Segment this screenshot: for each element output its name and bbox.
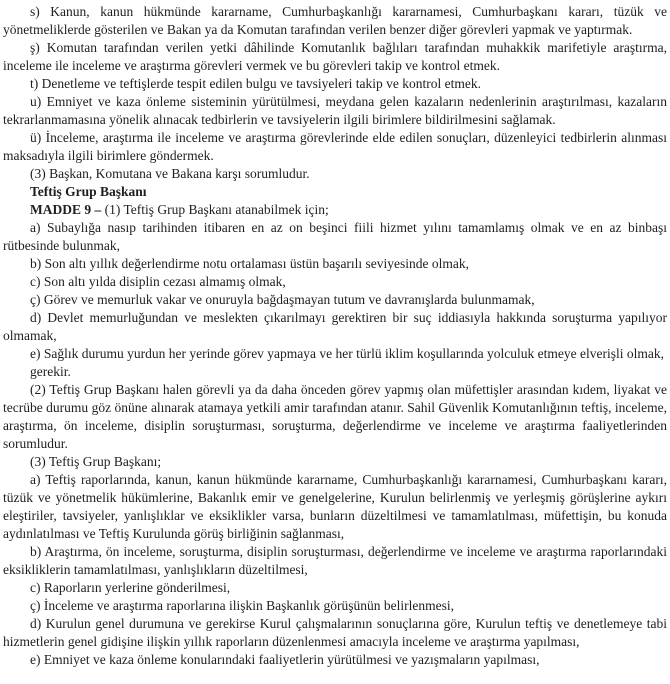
paragraph [3, 363, 667, 381]
paragraph-text: a) Subaylığa nasıp tarihinden itibaren en az on beşinci fiili hizmet yılını tamamlamış olmak ve en az binbaşı rütbesinde bulunmak, [3, 220, 667, 253]
paragraph-text: ş) Komutan tarafından verilen yetki dâhilinde Komutanlık bağlıları tarafından muhakkik marifetiyle araştırma, inceleme ile inceleme ve araştırma görevleri vermek ve bu görevleri takip ve kontrol etmek. [3, 40, 667, 73]
paragraph [3, 165, 667, 183]
paragraph-text: c) Raporların yerlerine gönderilmesi, [30, 580, 231, 595]
paragraph-text: c) Son altı yılda disiplin cezası almamış olmak, [30, 274, 286, 289]
paragraph-text: (3) Teftiş Grup Başkanı; [30, 454, 162, 469]
paragraph [3, 3, 667, 39]
paragraph [3, 597, 667, 615]
paragraph [3, 219, 667, 255]
paragraph [3, 75, 667, 93]
paragraph [3, 471, 667, 543]
paragraph [3, 93, 667, 129]
paragraph-text: ü) İnceleme, araştırma ile inceleme ve araştırma görevlerinde elde edilen sonuçları, düzenleyici tedbirlerin alınması maksadıyla ilgili birimlere göndermek. [3, 130, 667, 163]
paragraph-text: u) Emniyet ve kaza önleme sisteminin yürütülmesi, meydana gelen kazaların nedenlerinin araştırılması, kazaların tekrarlanmamasına yönelik alınacak tedbirlerin ve tavsiyelerin ilgili birimlere bildirilmesini sağlamak. [3, 94, 667, 127]
paragraph-text: s) Kanun, kanun hükmünde kararname, Cumhurbaşkanlığı kararnamesi, Cumhurbaşkanı kararı, tüzük ve yönetmeliklerde gösterilen ve Bakan ya da Komutan tarafından verilen benzer diğer görevleri yapmak ve yaptırmak. [3, 4, 667, 37]
paragraph-text: b) Son altı yıllık değerlendirme notu ortalaması üstün başarılı seviyesinde olmak, [30, 256, 470, 271]
paragraph [3, 291, 667, 309]
paragraph [3, 543, 667, 579]
paragraph [3, 39, 667, 75]
paragraph-bold-prefix: Teftiş Grup Başkanı [30, 184, 147, 199]
paragraph [3, 183, 667, 201]
paragraph [3, 201, 667, 219]
paragraph-text: ç) İnceleme ve araştırma raporlarına ilişkin Başkanlık görüşünün belirlenmesi, [30, 598, 454, 613]
paragraph [3, 651, 667, 669]
paragraph-text: t) Denetleme ve teftişlerde tespit edilen bulgu ve tavsiyeleri takip ve kontrol etmek. [30, 76, 481, 91]
paragraph [3, 453, 667, 471]
paragraph [3, 615, 667, 651]
paragraph [3, 381, 667, 453]
paragraph-text: (1) Teftiş Grup Başkanı atanabilmek için; [101, 202, 329, 217]
paragraph-text: (3) Başkan, Komutana ve Bakana karşı sorumludur. [30, 166, 310, 181]
paragraph-text: b) Araştırma, ön inceleme, soruşturma, disiplin soruşturması, değerlendirme ve inceleme ve araştırma raporlarındaki eksikliklerin tamamlatılması, yanlışlıkların düzeltilmesi, [3, 544, 667, 577]
paragraph [3, 255, 667, 273]
paragraph [3, 579, 667, 597]
paragraph-text: e) Emniyet ve kaza önleme konularındaki faaliyetlerin yürütülmesi ve yazışmaların yapılması, [30, 652, 540, 667]
paragraph-text: d) Kurulun genel durumuna ve gerekirse Kurul çalışmalarının sonuçlarına göre, Kurulun teftiş ve denetlemeye tabi hizmetlerin genel gidişine ilişkin yıllık raporların düzenlenmesi amacıyla inceleme ve araştırma yapılması, [3, 616, 667, 649]
paragraph-text: (2) Teftiş Grup Başkanı halen görevli ya da daha önceden görev yapmış olan müfettişler arasından kıdem, liyakat ve tecrübe durumu göz önüne alınarak atamaya yetkili amir tarafından atanır. Sahil Güvenlik Komutanlığının teftiş, inceleme, araştırma, ön inceleme, disiplin soruşturması, soruşturma, değerlendirme ve inceleme ve araştırma faaliyetlerinden sorumludur. [3, 382, 667, 451]
paragraph [3, 309, 667, 345]
paragraph [3, 129, 667, 165]
paragraph-text: e) Sağlık durumu yurdun her yerinde görev yapmaya ve her türlü iklim koşullarında yolculuk etmeye elverişli olmak, [30, 346, 664, 361]
paragraph-text: a) Teftiş raporlarında, kanun, kanun hükmünde kararname, Cumhurbaşkanlığı kararnamesi, Cumhurbaşkanı kararı, tüzük ve yönetmelik hükümlerine, Bakanlık emir ve genelgelerine, Kurulun belirlenmiş ve yerleşmiş görüşlerine aykırı eleştiriler, tavsiyeler, yanlışlıklar ve eksiklikler varsa, bunların düzeltilmesi ve tamamlatılması, müfettişin, bu konuda aydınlatılması ve Teftiş Kurulunda görüş birliğinin sağlanması, [3, 472, 667, 541]
paragraph-text: gerekir. [30, 364, 71, 379]
paragraph [3, 273, 667, 291]
paragraph [3, 345, 667, 363]
paragraph-text: ç) Görev ve memurluk vakar ve onuruyla bağdaşmayan tutum ve davranışlarda bulunmamak, [30, 292, 535, 307]
paragraph-bold-prefix: MADDE 9 – [30, 202, 102, 217]
paragraph-text: d) Devlet memurluğundan ve meslekten çıkarılmayı gerektiren bir suç iddiasıyla hakkında soruşturma yapılıyor olmamak, [3, 310, 667, 343]
